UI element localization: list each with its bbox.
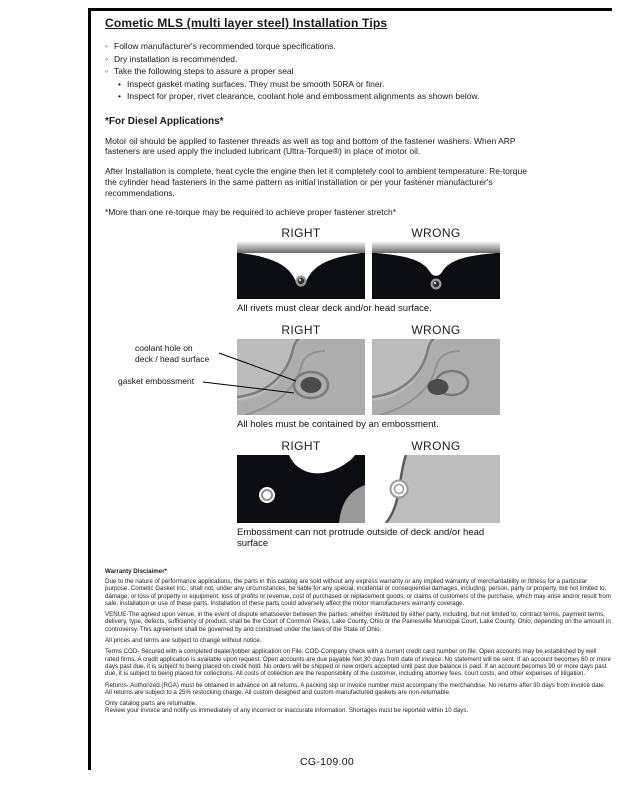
tip-item xyxy=(105,40,550,53)
diesel-paragraph-2: After Installation is complete, heat cycle the engine then let it completely cool to ambient temperature. Re-torque the cylinder head fasteners in the same pattern as initial installation or per your fastener manufacturer's recommendations. xyxy=(105,166,527,198)
diesel-applications-heading: *For Diesel Applications* xyxy=(105,115,224,127)
figure-column-headers xyxy=(237,439,500,453)
warranty-paragraph: Terms COD- Secured with a completed dealer/jobber application on File, COD-Company check with a current credit card number on file. Open accounts may be established by well rated firms. A credit application is available upon request. Open accounts are due payable Net 30 days from date of invoice. No statement will be sent. If an account becomes 60 or more days past due, it is subject to being placed on credit hold. No orders will be shipped or new orders accepted until past due balance is paid. If an account becomes 90 or more days past due, it is subject to being placed for collections. All costs of collection are the responsibility of the customer, including attorney fees, court costs, and other expenses of litigation. xyxy=(105,648,611,678)
diesel-paragraph-1: Motor oil should be applied to fastener threads as well as top and bottom of the fastener washers. When ARP fasteners are used apply the included lubricant (Ultra-Torque®) in place of motor oil. xyxy=(105,135,516,157)
embossment-protrusion-figure xyxy=(237,439,500,549)
right-column-label: RIGHT xyxy=(281,439,321,453)
coolant-hole-label-line2: deck / head surface xyxy=(135,353,210,364)
wrong-column-label: WRONG xyxy=(411,226,461,240)
open-bullet-icon: ◦ xyxy=(105,66,109,76)
tip-text: Inspect for proper, rivet clearance, coolant hole and embossment alignments as shown below. xyxy=(127,91,480,101)
wrong-column-label: WRONG xyxy=(411,323,461,337)
retorque-note: *More than one re-torque may be required to achieve proper fastener stretch* xyxy=(105,207,397,218)
left-border-rule xyxy=(88,8,91,770)
tip-text: Take the following steps to assure a proper seal xyxy=(114,66,294,76)
tip-sub-item xyxy=(105,90,550,103)
figure-images xyxy=(237,339,500,415)
coolant-hole-label xyxy=(135,343,209,364)
embossment-containment-caption: All holes must be contained by an embossment. xyxy=(237,419,439,430)
embossment-protrusion-right-diagram xyxy=(237,455,365,523)
filled-bullet-icon: • xyxy=(118,78,121,89)
tip-text: Follow manufacturer's recommended torque specifications. xyxy=(114,41,336,51)
page-title: Cometic MLS (multi layer steel) Installation Tips xyxy=(105,16,388,30)
right-column-label: RIGHT xyxy=(281,323,321,337)
right-column-label: RIGHT xyxy=(281,226,321,240)
figure-column-headers xyxy=(237,226,500,240)
tip-text: Inspect gasket mating surfaces. They must be smooth 50RA or finer. xyxy=(127,78,385,89)
diagrams-section xyxy=(237,226,500,558)
rivet-clearance-caption: All rivets must clear deck and/or head surface. xyxy=(237,303,432,314)
top-border-rule xyxy=(88,8,612,11)
warranty-paragraph: Returns- Authorized (RGA) must be obtained in advance on all returns. A packing slip or invoice number must accompany the merchandise. No returns after 30 days from invoice date. All returns are subject to a 25% restocking charge. All custom designed and custom manufactured gaskets are non-returnable. xyxy=(105,681,606,696)
figure-images xyxy=(237,242,500,299)
warranty-paragraph: Review your invoice and notify us immediately of any incorrect or inaccurate information. Shortages must be reported within 10 days. xyxy=(105,707,469,715)
rivet-clearance-figure xyxy=(237,226,500,314)
open-bullet-icon: ◦ xyxy=(105,53,109,64)
coolant-hole-label-line1: coolant hole on xyxy=(135,343,193,353)
warranty-paragraph: All prices and terms are subject to change without notice. xyxy=(105,637,262,645)
warranty-paragraph: Only catalog parts are returnable. xyxy=(105,700,197,708)
page-code: CG-109.00 xyxy=(299,756,355,768)
wrong-column-label: WRONG xyxy=(411,439,461,453)
tips-section xyxy=(105,16,550,227)
rivet-clearance-wrong-diagram xyxy=(372,242,500,299)
filled-bullet-icon: • xyxy=(118,91,121,101)
tip-item xyxy=(105,53,550,66)
tip-sub-item xyxy=(105,78,550,91)
figure-images xyxy=(237,455,500,523)
embossment-protrusion-wrong-diagram xyxy=(372,455,500,523)
embossment-containment-figure xyxy=(237,323,500,430)
warranty-paragraph: VENUE-The agreed upon venue, in the event of dispute whatsoever between the parties, whether instituted by either party, including, but not limited to, contract terms, payment terms, delivery, type, defects, sufficiency of product, shall be the Court of Common Pleas, Lake County, Ohio or the Painesville Municipal Court, Lake County, Ohio, depending on the amount in controversy. This agreement shall be governed by and construed under the laws of the State of Ohio. xyxy=(105,611,611,633)
embossment-containment-right-diagram xyxy=(237,339,365,415)
open-bullet-icon: ◦ xyxy=(105,41,109,51)
embossment-containment-wrong-diagram xyxy=(372,339,500,415)
tip-text: Dry installation is recommended. xyxy=(114,53,238,64)
rivet-clearance-right-diagram xyxy=(237,242,365,299)
embossment-protrusion-caption: Embossment can not protrude outside of deck and/or head surface xyxy=(237,527,485,549)
installation-tips-list xyxy=(105,40,550,103)
gasket-embossment-label: gasket embossment xyxy=(118,376,195,386)
tip-item xyxy=(105,65,550,78)
warranty-paragraph: Due to the nature of performance applications, the parts in this catalog are sold without any express warranty or any implied warranty of merchantability or fitness for a particular purpose. Cometic Gasket Inc., shall not, under any circumstances, be liable for any special, incidental or consequential damages, including, person, party or property, but not limited to, damage, or loss of property or equipment, loss of profits or revenue, cost of purchased or replacement goods, or claims of customers of the purchase, which may arise and/or result from sale, installation or use of these parts. Installation of these parts could adversely affect the motor manufacturers warranty coverage. xyxy=(105,578,611,607)
warranty-heading: Warranty Disclaimer* xyxy=(105,568,168,575)
figure-column-headers xyxy=(237,323,500,337)
warranty-section xyxy=(105,568,612,719)
